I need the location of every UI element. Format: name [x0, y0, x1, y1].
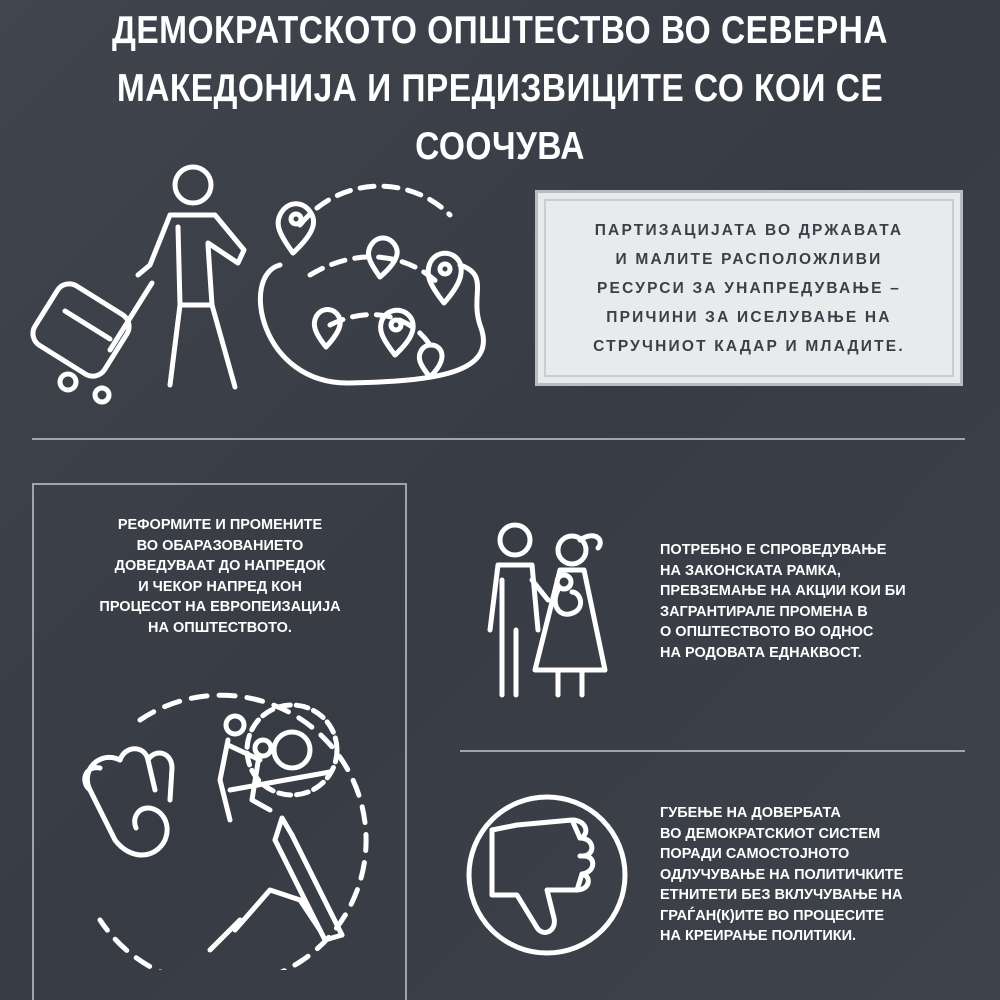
text-line: ПРИЧИНИ ЗА ИСЕЛУВАЊЕ НА — [606, 308, 892, 326]
text-line: ЗАГРАНТИРАЛЕ ПРОМЕНА В — [660, 603, 868, 620]
section-divider — [460, 750, 965, 752]
text-line: ПРЕВЗЕМАЊЕ НА АКЦИИ КОИ БИ — [660, 583, 906, 599]
text-line: ПОРАДИ САМОСТОЈНОТО — [660, 846, 850, 862]
trust-text — [660, 803, 990, 947]
text-line: ГУБЕЊЕ НА ДОВЕРБАТА — [660, 805, 841, 821]
text-line: ВО ДЕМОКРАТСКИОТ СИСТЕМ — [660, 825, 881, 842]
text-line: ГРАЃАН(К)ИТЕ ВО ПРОЦЕСИТЕ — [660, 907, 885, 924]
text-line: И МАЛИТЕ РАСПОЛОЖЛИВИ — [615, 250, 883, 268]
text-line: ПОТРЕБНО Е СПРОВЕДУВАЊЕ — [660, 542, 887, 558]
ok-hand-gear-pencil-icon — [60, 690, 390, 970]
text-line: ПРОЦЕСОТ НА ЕВРОПЕИЗАЦИЈА — [99, 599, 341, 615]
migration-text — [593, 216, 905, 361]
text-line: ДОВЕДУВААТ ДО НАПРЕДОК — [114, 558, 326, 574]
thumbs-down-icon — [462, 790, 632, 960]
text-line: РЕСУРСИ ЗА УНАПРЕДУВАЊЕ – — [597, 279, 901, 297]
gender-text — [660, 540, 990, 663]
traveler-with-map-icon — [30, 155, 500, 405]
text-line: СТРУЧНИОТ КАДАР И МЛАДИТЕ. — [593, 337, 905, 355]
title-line: МАКЕДОНИЈА И ПРЕДИЗВИЦИТЕ СО КОИ СЕ СООЧУВА — [116, 67, 884, 168]
text-line: НА ЗАКОНСКАТА РАМКА, — [660, 562, 841, 579]
migration-callout — [535, 190, 963, 386]
text-line: ЕТНИТЕТИ БЕЗ ВКЛУЧУВАЊЕ НА — [660, 887, 903, 903]
text-line: ВО ОБАРАЗОВАНИЕТО — [136, 537, 304, 554]
text-line: ОДЛУЧУВАЊЕ НА ПОЛИТИЧКИТЕ — [660, 866, 904, 883]
family-icon — [480, 520, 610, 700]
title-line: ДЕМОКРАТСКОТО ОПШТЕСТВО ВО СЕВЕРНА — [112, 9, 888, 52]
text-line: РЕФОРМИТЕ И ПРОМЕНИТЕ — [117, 517, 323, 533]
page-title — [70, 0, 930, 176]
education-text — [60, 515, 380, 638]
text-line: ПАРТИЗАЦИЈАТА ВО ДРЖАВАТА — [594, 221, 904, 239]
section-divider — [32, 438, 965, 440]
text-line: НА КРЕИРАЊЕ ПОЛИТИКИ. — [660, 928, 857, 944]
text-line: О ОПШТЕСТВОТО ВО ОДНОС — [660, 624, 874, 640]
text-line: НА ОПШТЕСТВОТО. — [148, 619, 292, 636]
text-line: НА РОДОВАТА ЕДНАКВОСТ. — [660, 644, 862, 661]
text-line: И ЧЕКОР НАПРЕД КОН — [138, 578, 302, 595]
